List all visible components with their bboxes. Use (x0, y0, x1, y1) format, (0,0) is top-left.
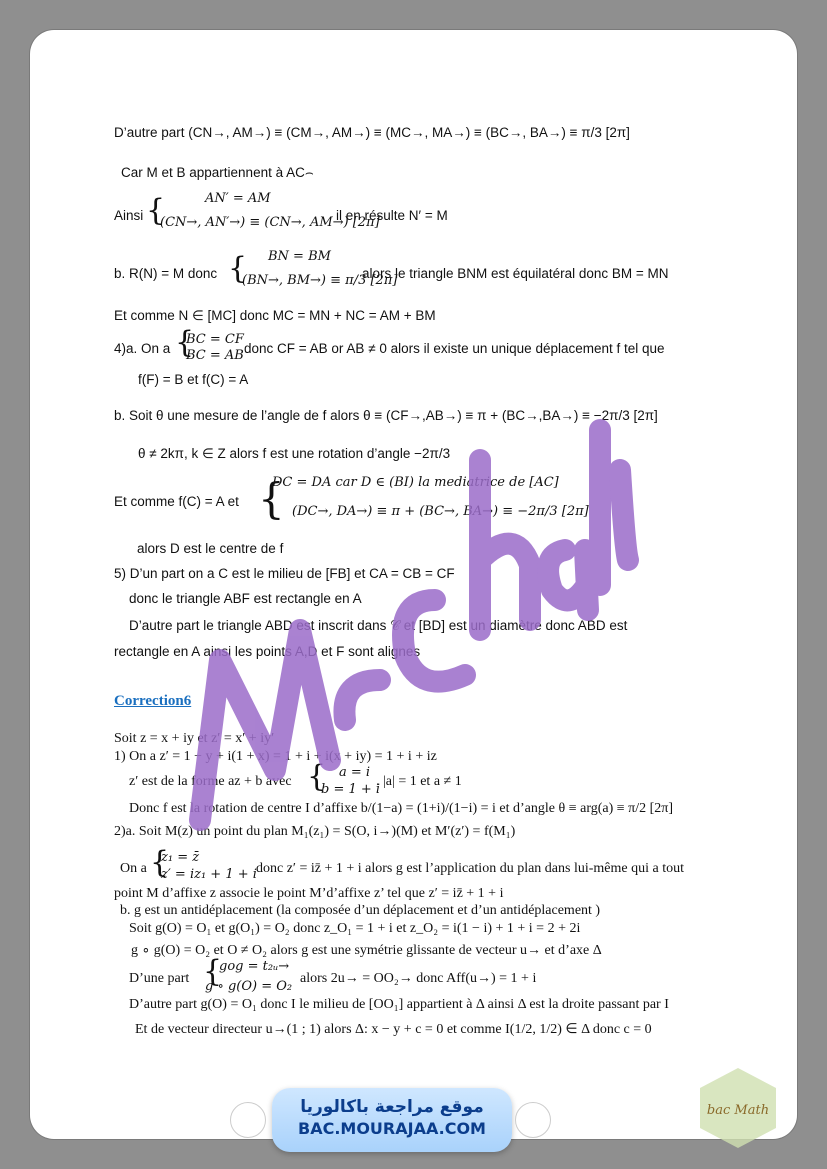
system-row: BC = CF (186, 332, 244, 347)
text-line: 5) D’un part on a C est le milieu de [FB] et CA = CB = CF (114, 566, 455, 581)
bac-math-logo (696, 1066, 780, 1150)
text-line: On a (120, 861, 147, 876)
site-logo-icon (230, 1102, 266, 1138)
text-line: alors le triangle BNM est équilatéral donc BM = MN (362, 266, 669, 281)
system-row: (BN→, BM→) ≡ π/3 [2π] (242, 273, 398, 288)
system-brace: { (228, 251, 248, 286)
text-line: θ ≠ 2kπ, k ∈ Z alors f est une rotation d’angle −2π/3 (138, 446, 451, 461)
text-line: alors 2u→ = OO₂→ donc Aff(u→) = 1 + i (300, 971, 537, 986)
text-line: donc z′ = iz̄ + 1 + i alors g est l’application du plan dans lui-même qui a tout (256, 861, 684, 876)
text-line: b. R(N) = M donc (114, 266, 218, 281)
text-line: 2)a. Soit M(z) un point du plan M₁(z₁) = S(O, i→)(M) et M′(z′) = f(M₁) (114, 824, 516, 839)
text-line: b. g est un antidéplacement (la composée d’un déplacement et d’un antidéplacement ) (120, 903, 601, 918)
system-row: a = i (339, 765, 371, 780)
system-brace: { (150, 845, 170, 880)
text-line: g ∘ g(O) = O₂ et O ≠ O₂ alors g est une symétrie glissante de vecteur u→ et d’axe Δ (131, 943, 602, 958)
system-row: BN = BM (268, 249, 331, 264)
text-line: 4)a. On a (114, 341, 171, 356)
system-brace: { (203, 954, 223, 989)
system-row: AN′ = AM (205, 191, 271, 206)
system-row: (DC→, DA→) ≡ π + (BC→, BA→) ≡ −2π/3 [2π] (292, 504, 589, 519)
text-line: D’autre part (CN→, AM→) ≡ (CM→, AM→) ≡ (MC→, MA→) ≡ (BC→, BA→) ≡ π/3 [2π] (114, 125, 630, 140)
text-line: donc le triangle ABF est rectangle en A (129, 591, 362, 606)
system-brace: { (258, 474, 285, 523)
section-heading: Correction6 (114, 693, 192, 709)
text-line: Ainsi (114, 208, 144, 223)
banner-arabic-title: موقع مراجعة باكالوريا (300, 1097, 484, 1117)
text-line: Soit g(O) = O₁ et g(O₁) = O₂ donc z_O₁ = 1 + i et z_O₂ = i(1 − i) + 1 + i = 2 + 2i (129, 921, 581, 936)
text-line: il en résulte N′ = M (336, 208, 448, 223)
text-line: D’une part (129, 971, 190, 986)
text-line: f(F) = B et f(C) = A (138, 372, 249, 387)
text-line: 1) On a z′ = 1 − y + i(1 + x) = 1 + i + i(x + iy) = 1 + i + iz (114, 749, 437, 764)
text-line: Et de vecteur directeur u→(1 ; 1) alors Δ: x − y + c = 0 et comme I(1/2, 1/2) ∈ Δ donc c = 0 (135, 1022, 652, 1037)
text-line: donc CF = AB or AB ≠ 0 alors il existe un unique déplacement f tel que (244, 341, 665, 356)
text-line: Et comme N ∈ [MC] donc MC = MN + NC = AM + BM (114, 308, 436, 323)
text-line: b. Soit θ une mesure de l’angle de f alors θ ≡ (CF→,AB→) ≡ π + (BC→,BA→) ≡ −2π/3 [2π] (114, 408, 658, 423)
system-brace: { (146, 193, 166, 228)
site-banner[interactable] (272, 1088, 512, 1152)
system-row: gog = t₂ᵤ→ (219, 959, 290, 974)
system-row: (CN→, AN′→) ≡ (CN→, AM→) [2π] (160, 215, 380, 230)
system-brace: { (175, 325, 195, 360)
site-logo-icon (515, 1102, 551, 1138)
system-row: z₁ = z̄ (161, 850, 200, 865)
system-row: b = 1 + i (321, 782, 381, 797)
text-line: Soit z = x + iy et z′ = x′ + iy′ (114, 731, 275, 746)
banner-url: BAC.MOURAJAA.COM (298, 1119, 486, 1138)
text-line: alors D est le centre de f (137, 541, 284, 556)
system-row: DC = DA car D ∈ (BI) la mediatrice de [AC] (272, 475, 559, 490)
system-brace: { (307, 759, 327, 794)
system-row: BC = AB (186, 348, 244, 363)
text-line: rectangle en A ainsi les points A,D et F sont alignes (114, 644, 421, 659)
text-line: point M d’affixe z associe le point M’d’affixe z’ tel que z′ = iz̄ + 1 + i (114, 886, 504, 901)
text-line: Car M et B appartiennent à AC⌢ (121, 165, 314, 180)
system-row: g ∘ g(O) = O₂ (205, 979, 293, 994)
text-line: Donc f est la rotation de centre I d’affixe b/(1−a) = (1+i)/(1−i) = i et d’angle θ ≡ arg(a) ≡ π/2 [2π] (129, 801, 674, 816)
system-row: z′ = iz₁ + 1 + i (161, 867, 257, 882)
text-line: Et comme f(C) = A et (114, 494, 239, 509)
text-line: . |a| = 1 et a ≠ 1 (376, 774, 462, 789)
text-line: D’autre part le triangle ABD est inscrit dans 𝒞 et [BD] est un diamètre donc ABD est (129, 618, 628, 633)
logo-text: bac Math (706, 1103, 770, 1118)
text-line: z′ est de la forme az + b avec (129, 774, 292, 789)
text-line: D’autre part g(O) = O₁ donc I le milieu de [OO₁] appartient à Δ ainsi Δ est la droite passant par I (129, 997, 669, 1012)
